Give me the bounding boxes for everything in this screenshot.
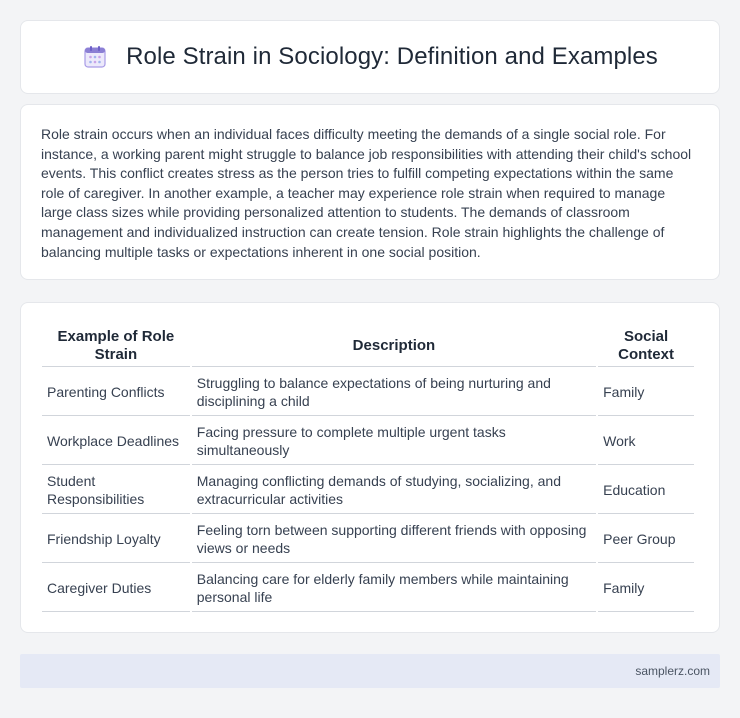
cell-example: Workplace Deadlines bbox=[42, 418, 190, 465]
cell-social-context: Education bbox=[598, 467, 694, 514]
cell-description: Struggling to balance expectations of being nurturing and disciplining a child bbox=[192, 369, 596, 416]
cell-example: Caregiver Duties bbox=[42, 565, 190, 612]
header-description: Description bbox=[192, 325, 596, 367]
intro-card bbox=[20, 104, 720, 280]
cell-social-context: Work bbox=[598, 418, 694, 465]
footer-bar bbox=[20, 654, 720, 688]
cell-example: Friendship Loyalty bbox=[42, 516, 190, 563]
cell-description: Facing pressure to complete multiple urgent tasks simultaneously bbox=[192, 418, 596, 465]
footer-site-link[interactable]: samplerz.com bbox=[635, 664, 710, 678]
cell-description: Balancing care for elderly family members while maintaining personal life bbox=[192, 565, 596, 612]
table-row bbox=[42, 369, 694, 416]
cell-social-context: Peer Group bbox=[598, 516, 694, 563]
cell-description: Managing conflicting demands of studying, socializing, and extracurricular activities bbox=[192, 467, 596, 514]
cell-description: Feeling torn between supporting different friends with opposing views or needs bbox=[192, 516, 596, 563]
intro-paragraph: Role strain occurs when an individual faces difficulty meeting the demands of a single social role. For instance, a working parent might struggle to balance job responsibilities with attending their child's school events. This conflict creates stress as the person tries to fulfill competing expectations within the same role of caregiver. In another example, a teacher may experience role strain when required to manage large class sizes while providing personalized attention to students. The demands of classroom management and individualized instruction can create tension. Role strain highlights the challenge of balancing multiple tasks or expectations inherent in one social position. bbox=[41, 126, 692, 260]
calendar-icon bbox=[82, 44, 108, 70]
table-card bbox=[20, 302, 720, 633]
header-social-context: Social Context bbox=[598, 325, 694, 367]
cell-example: Student Responsibilities bbox=[42, 467, 190, 514]
cell-social-context: Family bbox=[598, 369, 694, 416]
page-title: Role Strain in Sociology: Definition and Examples bbox=[126, 43, 658, 70]
cell-social-context: Family bbox=[598, 565, 694, 612]
role-strain-table bbox=[40, 323, 696, 614]
table-header-row bbox=[42, 325, 694, 367]
table-row bbox=[42, 516, 694, 563]
cell-example: Parenting Conflicts bbox=[42, 369, 190, 416]
header-example: Example of Role Strain bbox=[42, 325, 190, 367]
table-row bbox=[42, 565, 694, 612]
table-row bbox=[42, 467, 694, 514]
table-row bbox=[42, 418, 694, 465]
header-card bbox=[20, 20, 720, 94]
